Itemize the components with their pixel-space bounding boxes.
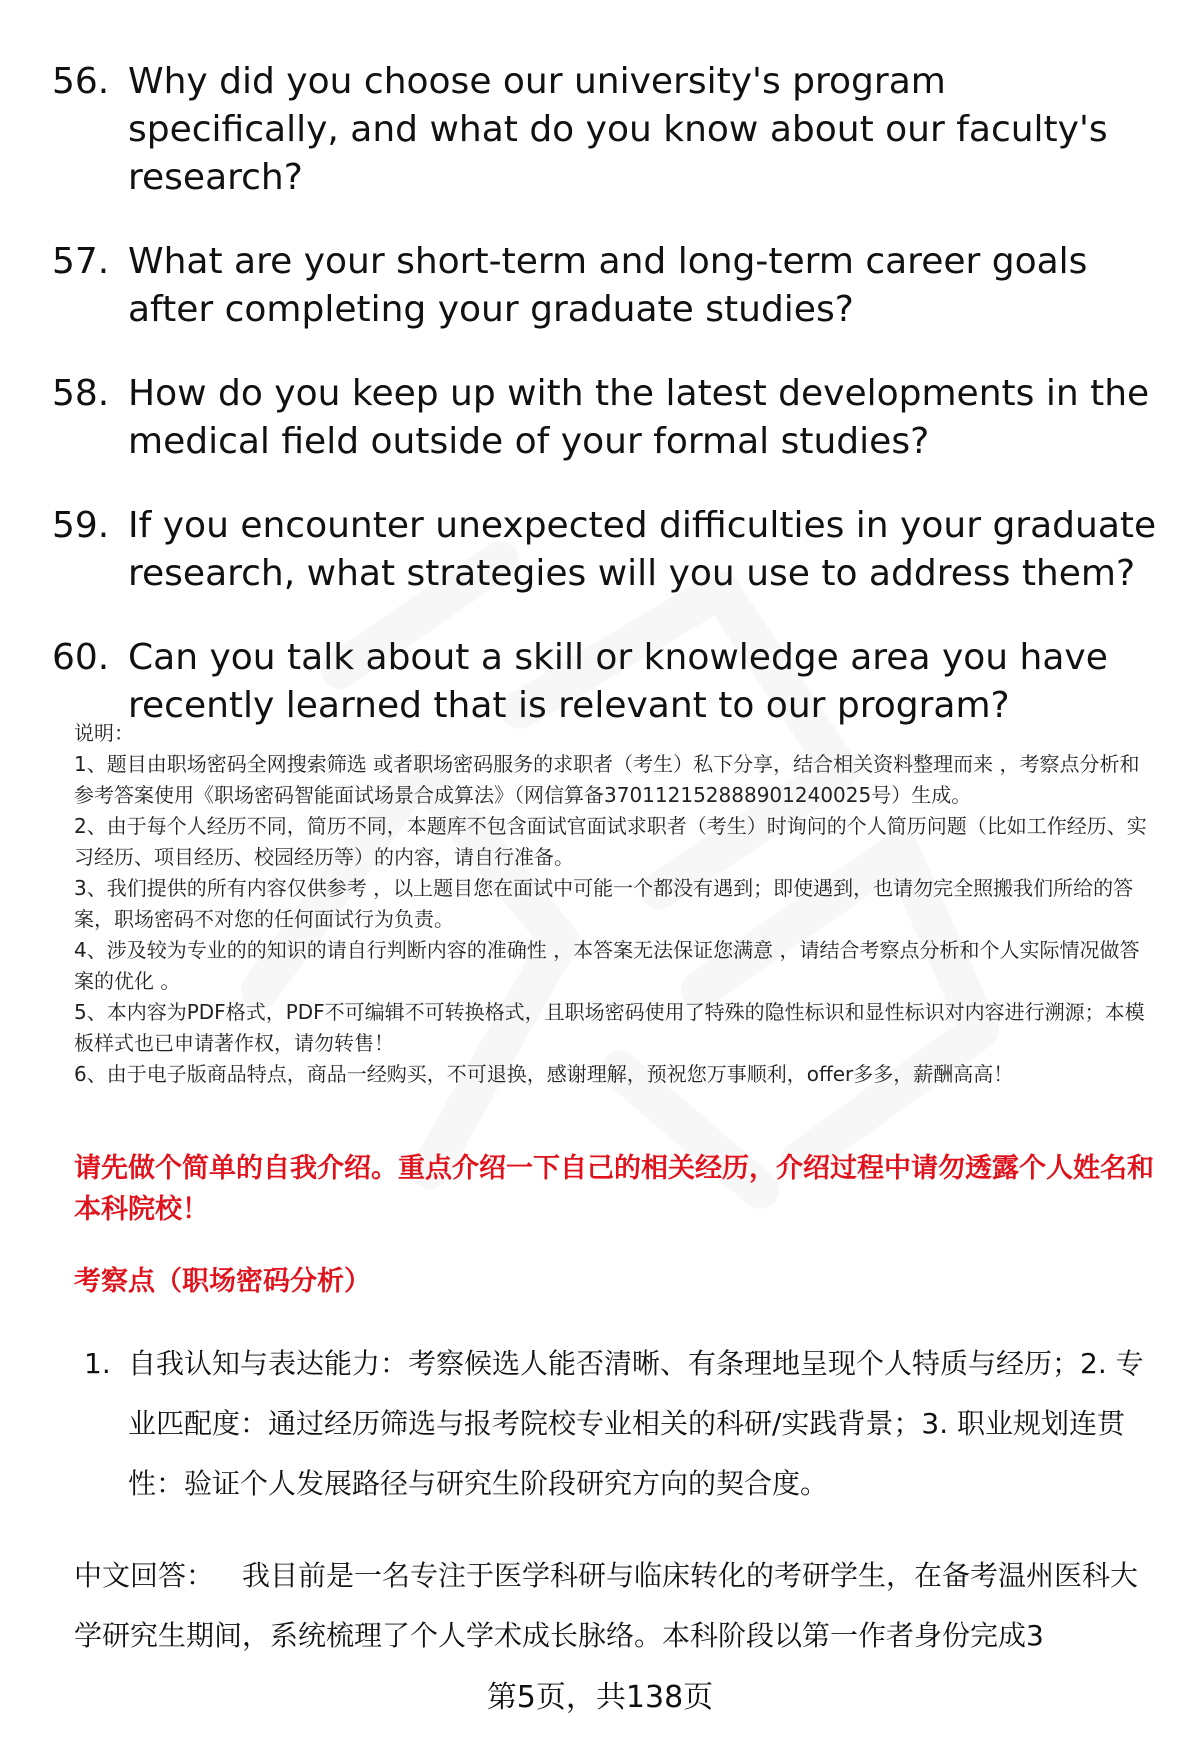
analysis-text: 自我认知与表达能力：考察候选人能否清晰、有条理地呈现个人特质与经历；2. 专业匹配度：通过经历筛选与报考院校专业相关的科研/实践背景；3. 职业规划连贯性：验证个人发展路径与研究生阶段研究方向的契合度。 <box>128 1347 1144 1500</box>
analysis-item <box>84 1334 1164 1514</box>
question-list <box>52 58 1162 766</box>
question-item <box>52 502 1162 598</box>
notes-heading: 说明： <box>74 721 134 745</box>
question-number: 56. <box>52 61 110 102</box>
question-number: 58. <box>52 373 110 414</box>
question-text: What are your short-term and long-term career goals after completing your graduate studies? <box>128 241 1088 330</box>
question-number: 57. <box>52 241 110 282</box>
page-number: 第5页，共138页 <box>486 1680 714 1715</box>
note-item: 1、题目由职场密码全网搜索筛选 或者职场密码服务的求职者（考生）私下分享，结合相关资料整理而来 ，考察点分析和参考答案使用《职场密码智能面试场景合成算法》（网信算备370112152888901240025号）生成。 <box>74 752 1140 807</box>
question-text: Why did you choose our university's program specifically, and what do you know about our faculty's research? <box>128 61 1108 198</box>
analysis-number: 1. <box>84 1347 111 1380</box>
question-item <box>52 58 1162 202</box>
question-text: How do you keep up with the latest developments in the medical field outside of your formal studies? <box>128 373 1150 462</box>
answer-label: 中文回答： <box>74 1559 215 1592</box>
answer-text: 我目前是一名专注于医学科研与临床转化的考研学生，在备考温州医科大学研究生期间，系统梳理了个人学术成长脉络。本科阶段以第一作者身份完成3 <box>74 1559 1139 1652</box>
analysis-list <box>84 1334 1164 1514</box>
interview-question-highlight: 请先做个简单的自我介绍。重点介绍一下自己的相关经历，介绍过程中请勿透露个人姓名和本科院校！ <box>74 1153 1154 1225</box>
question-item <box>52 370 1162 466</box>
question-item <box>52 634 1162 730</box>
notes-section <box>74 718 1154 1090</box>
question-text: If you encounter unexpected difficulties in your graduate research, what strategies will you use to address them? <box>128 505 1157 594</box>
note-item: 6、由于电子版商品特点，商品一经购买，不可退换，感谢理解，预祝您万事顺利，offer多多，薪酬高高！ <box>74 1062 1014 1086</box>
answer-paragraph <box>74 1546 1164 1666</box>
question-number: 59. <box>52 505 110 546</box>
question-text: Can you talk about a skill or knowledge area you have recently learned that is relevant to our program? <box>128 637 1108 726</box>
note-item: 4、涉及较为专业的的知识的请自行判断内容的准确性 ，本答案无法保证您满意 ，请结合考察点分析和个人实际情况做答案的优化 。 <box>74 938 1140 993</box>
note-item: 2、由于每个人经历不同，简历不同，本题库不包含面试官面试求职者（考生）时询问的个人简历问题（比如工作经历、实习经历、项目经历、校园经历等）的内容，请自行准备。 <box>74 814 1147 869</box>
analysis-section-title: 考察点（职场密码分析） <box>74 1266 371 1297</box>
question-number: 60. <box>52 637 110 678</box>
question-item <box>52 238 1162 334</box>
note-item: 3、我们提供的所有内容仅供参考 ，以上题目您在面试中可能一个都没有遇到；即使遇到，也请勿完全照搬我们所给的答案，职场密码不对您的任何面试行为负责。 <box>74 876 1134 931</box>
note-item: 5、本内容为PDF格式，PDF不可编辑不可转换格式，且职场密码使用了特殊的隐性标识和显性标识对内容进行溯源；本模板样式也已申请著作权，请勿转售！ <box>74 1000 1145 1055</box>
